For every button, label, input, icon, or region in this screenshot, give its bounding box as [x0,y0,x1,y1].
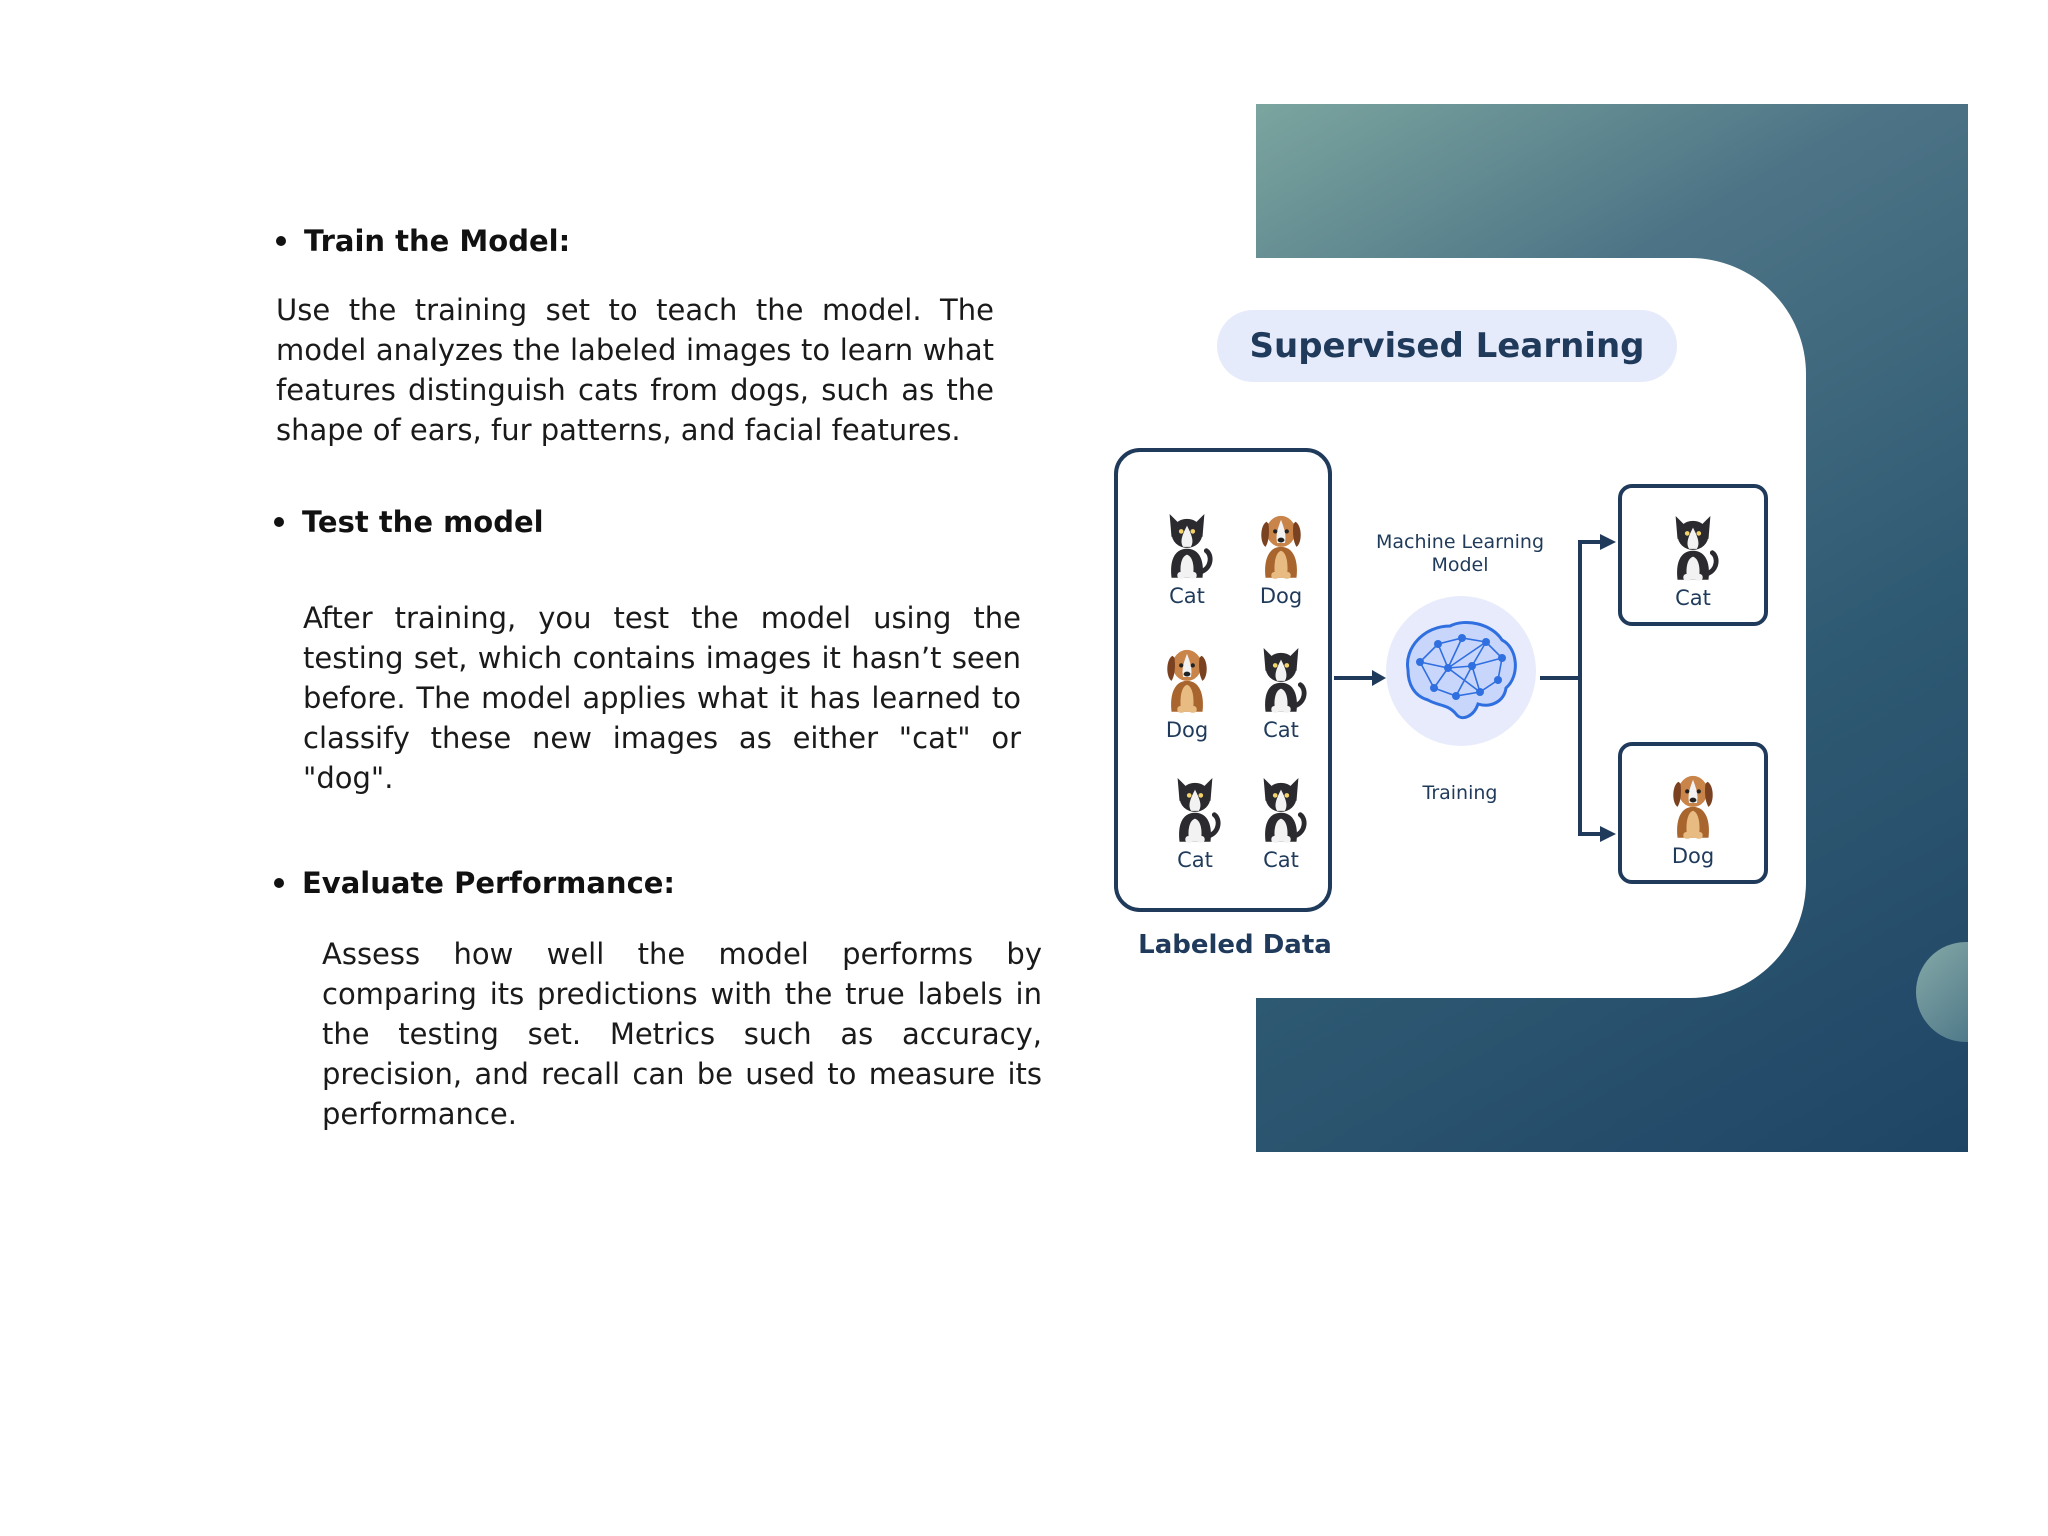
diagram-title: Supervised Learning [1217,310,1677,382]
output-label: Dog [1671,844,1715,868]
labeled-item-label: Dog [1259,584,1303,608]
steps-section [0,0,1100,1200]
step-heading-evaluate [274,866,675,900]
labeled-item [1236,638,1326,742]
cat-icon [1252,638,1310,716]
output-label: Cat [1675,586,1711,610]
labeled-item-label: Cat [1177,848,1213,872]
bullet-icon [274,878,284,888]
labeled-data-caption: Labeled Data [1138,930,1332,960]
cat-icon [1158,504,1216,582]
step-heading-text: Train the Model: [304,224,571,258]
labeled-item-label: Dog [1165,718,1209,742]
step-heading-train [276,224,570,258]
model-circle [1386,596,1536,746]
output-box-cat [1618,484,1768,626]
labeled-item [1236,504,1326,608]
labeled-item [1236,768,1326,872]
brain-icon [1386,596,1536,746]
training-label: Training [1422,782,1498,804]
labeled-item [1150,768,1240,872]
bullet-icon [274,517,284,527]
dog-icon [1664,764,1722,842]
labeled-data-box [1114,448,1332,912]
step-body-evaluate: Assess how well the model performs by comparing its predictions with the true labels in the testing set. Metrics such as accuracy, precision, and recall can be used to measure its performance. [322,937,1042,1131]
labeled-item [1142,504,1232,608]
labeled-item [1142,638,1232,742]
labeled-item-label: Cat [1169,584,1205,608]
cat-icon [1664,506,1722,584]
output-item [1648,506,1738,610]
labeled-item-label: Cat [1263,718,1299,742]
labeled-item-label: Cat [1263,848,1299,872]
output-item [1648,764,1738,868]
step-body-test: After training, you test the model using the testing set, which contains images it hasn’t seen before. The model applies what it has learned to classify these new images as either "cat" or "dog". [303,601,1021,795]
cat-icon [1166,768,1224,846]
bullet-icon [276,236,286,246]
dog-icon [1158,638,1216,716]
cat-icon [1252,768,1310,846]
step-heading-text: Test the model [302,505,544,539]
model-label: Machine Learning Model [1375,531,1545,576]
output-box-dog [1618,742,1768,884]
step-body-train: Use the training set to teach the model. The model analyzes the labeled images to learn what features distinguish cats from dogs, such as the shape of ears, fur patterns, and facial features. [276,293,994,447]
dog-icon [1252,504,1310,582]
step-heading-text: Evaluate Performance: [302,866,676,900]
decorative-circle [1916,942,1968,1042]
step-heading-test [274,505,544,539]
